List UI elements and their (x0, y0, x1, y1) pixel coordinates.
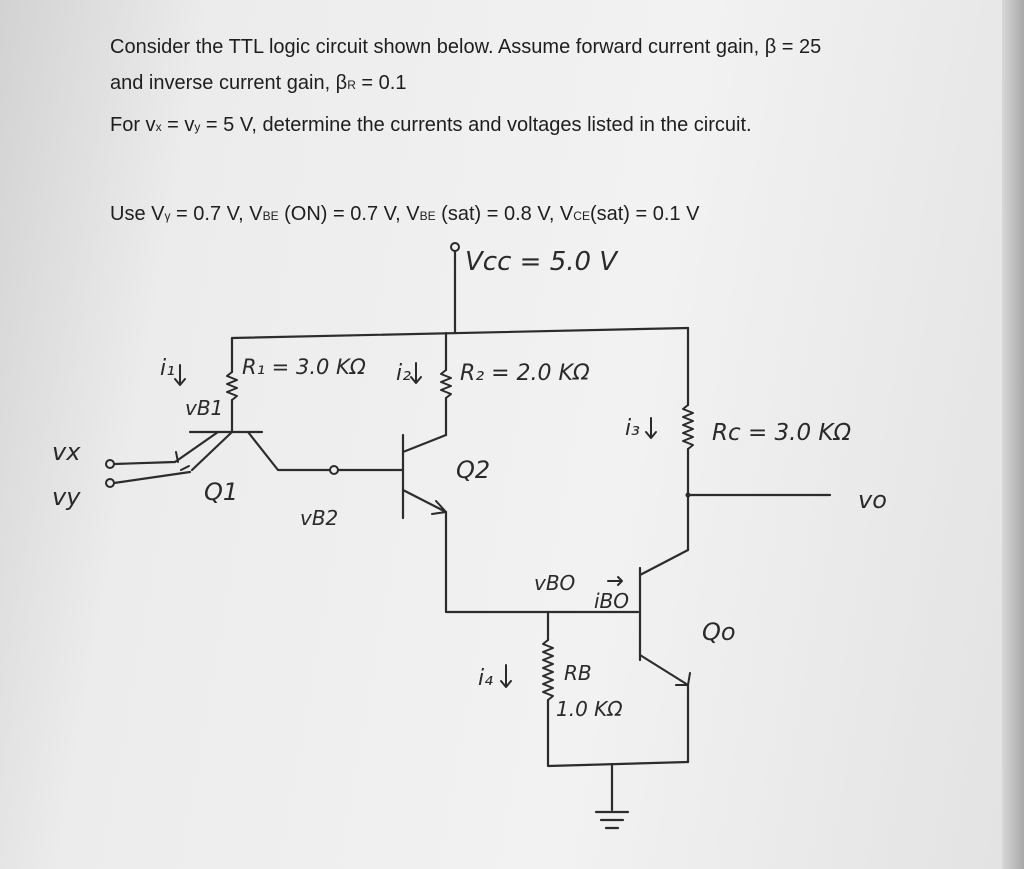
param-sub-3: BE (419, 209, 436, 223)
i2-arrow (411, 363, 421, 383)
q1-collector-wire (248, 432, 330, 470)
vy-subscript: y (194, 120, 201, 134)
vo-label: vo (858, 486, 887, 514)
i1-arrow (175, 365, 185, 385)
problem-line-2-text: and inverse current gain, β (110, 72, 348, 94)
q2-emitter (403, 490, 446, 512)
i1-label: i₁ (160, 356, 175, 381)
q2-label: Q2 (456, 456, 491, 484)
param-text-3: (ON) = 0.7 V, V (278, 203, 420, 225)
vbo-label: vBO (534, 571, 576, 595)
ibo-arrow (608, 577, 622, 585)
problem-line-2-value: = 0.1 (355, 72, 407, 94)
r2-label: R₂ = 2.0 KΩ (460, 361, 590, 386)
param-sub-1: γ (164, 209, 171, 223)
ibo-label: iBO (594, 589, 630, 613)
vx-terminal (106, 460, 114, 468)
param-text-1: Use V (110, 203, 165, 225)
param-sub-4: CE (573, 209, 590, 223)
vy-label: vy (52, 483, 81, 511)
rb-value-label: 1.0 KΩ (556, 697, 623, 721)
param-text-5: (sat) = 0.1 V (589, 203, 700, 225)
rb-label: RB (564, 661, 592, 685)
rc-resistor (683, 405, 693, 449)
vx-label: vx (52, 438, 81, 466)
vy-terminal (106, 479, 114, 487)
r1-resistor (227, 372, 237, 400)
qo-collector (640, 550, 688, 575)
param-text-4: (sat) = 0.8 V, V (435, 203, 574, 225)
i3-arrow (646, 418, 656, 438)
input-wires (114, 462, 190, 483)
q1-emitters (175, 432, 232, 470)
vb2-label: vB2 (300, 506, 339, 530)
qo-emitter-wire (640, 655, 688, 762)
vb1-label: vB1 (185, 396, 224, 420)
beta-r-subscript: R (347, 78, 356, 92)
ground-symbol (596, 812, 628, 828)
problem-line-3-end: = 5 V, determine the currents and voltages listed in the circuit. (200, 114, 752, 136)
supply-rail (232, 328, 688, 338)
param-sub-2: BE (262, 209, 279, 223)
r1-label: R₁ = 3.0 KΩ (242, 355, 366, 379)
rb-resistor (543, 640, 553, 700)
problem-line-3-start: For v (110, 114, 156, 136)
qo-label: Qo (702, 618, 736, 646)
q2-collector (403, 435, 446, 452)
param-text-2: = 0.7 V, V (170, 203, 263, 225)
vcc-terminal (451, 243, 459, 251)
q1-label: Q1 (204, 478, 239, 506)
i4-label: i₄ (478, 666, 493, 691)
vx-subscript: x (155, 120, 162, 134)
rc-label: Rc = 3.0 KΩ (712, 420, 852, 446)
vcc-label: Vcc = 5.0 V (465, 247, 618, 277)
r2-resistor (441, 370, 451, 398)
problem-line-3-mid: = v (161, 114, 195, 136)
i2-label: i₂ (396, 361, 411, 386)
problem-line-1-text: Consider the TTL logic circuit shown below. Assume forward current gain, β = 25 (110, 36, 822, 58)
i4-arrow (501, 665, 511, 687)
i3-label: i₃ (625, 416, 640, 441)
vb2-node (330, 466, 338, 474)
